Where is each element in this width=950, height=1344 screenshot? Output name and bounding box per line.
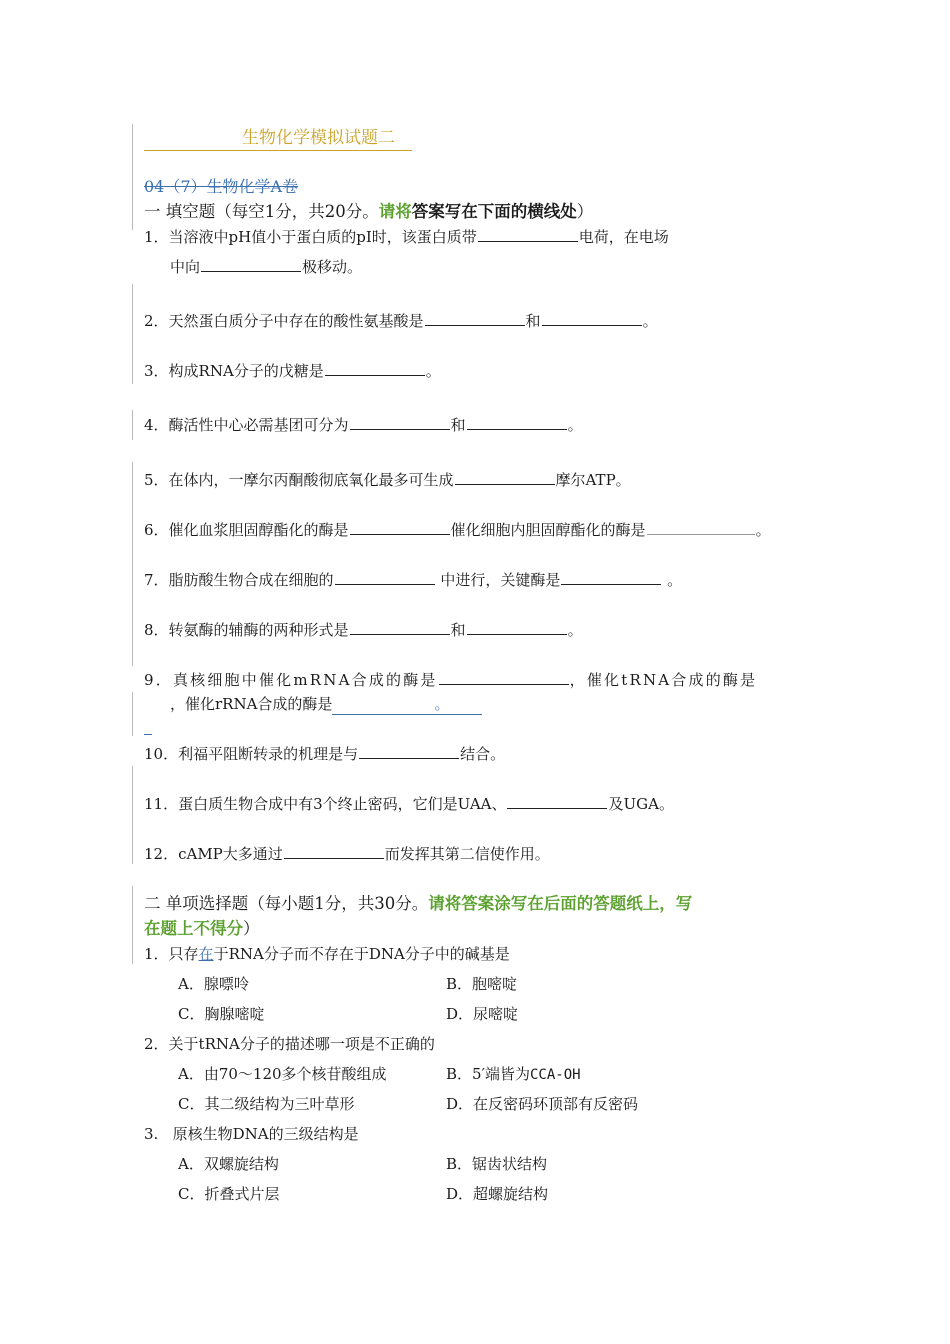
fill-question-11 xyxy=(144,794,674,814)
section-2-heading xyxy=(144,893,692,915)
section-2-heading-green: 请将答案涂写在后面的答题纸上，写 xyxy=(428,894,693,913)
answer-blank[interactable] xyxy=(561,570,661,585)
question-text: 4．酶活性中心必需基团可分为 xyxy=(144,416,349,434)
answer-blank[interactable] xyxy=(425,311,525,326)
question-text: 和 xyxy=(525,312,541,330)
question-text: 1．当溶液中pH值小于蛋白质的pI时，该蛋白质带 xyxy=(144,228,477,246)
fill-question-4 xyxy=(144,415,583,435)
answer-blank[interactable] xyxy=(201,257,301,272)
fill-question-12 xyxy=(144,844,550,864)
answer-blank[interactable] xyxy=(335,570,435,585)
answer-blank[interactable] xyxy=(507,794,607,809)
question-text: 。 xyxy=(755,521,771,539)
choice-question-3: 3. 原核生物DNA的三级结构是 xyxy=(144,1125,359,1143)
answer-blank[interactable] xyxy=(325,361,425,376)
question-text: 2．天然蛋白质分子中存在的酸性氨基酸是 xyxy=(144,312,424,330)
question-text: 中向 xyxy=(170,258,201,276)
question-text: 9．真核细胞中催化mRNA合成的酶是 xyxy=(144,671,438,689)
answer-blank[interactable] xyxy=(467,415,567,430)
answer-blank[interactable] xyxy=(478,227,578,242)
answer-blank[interactable] xyxy=(439,670,569,685)
revision-bar xyxy=(132,462,133,666)
question-text: 和 xyxy=(450,621,466,639)
question-text: 和 xyxy=(450,416,466,434)
fill-question-10 xyxy=(144,744,505,764)
question-text: 摩尔ATP。 xyxy=(555,471,631,489)
option-a[interactable]: A．由70～120多个核苷酸组成 xyxy=(178,1065,387,1083)
option-c[interactable]: C．其二级结构为三叶草形 xyxy=(178,1095,355,1113)
revision-bar xyxy=(132,124,133,230)
fill-question-5 xyxy=(144,470,631,490)
section-2-heading-suffix: ） xyxy=(243,919,260,938)
option-c[interactable]: C．胸腺嘧啶 xyxy=(178,1005,265,1023)
option-b[interactable] xyxy=(446,1064,581,1085)
option-b[interactable]: B．胞嘧啶 xyxy=(446,975,518,993)
answer-blank[interactable] xyxy=(350,415,450,430)
question-text: 。 xyxy=(567,416,583,434)
question-text: 12．cAMP大多通过 xyxy=(144,845,283,863)
answer-blank[interactable] xyxy=(455,470,555,485)
fill-question-8 xyxy=(144,620,583,640)
question-text: 。 xyxy=(642,312,658,330)
section-1-heading-green: 请将 xyxy=(378,202,412,221)
option-d[interactable]: D．超螺旋结构 xyxy=(446,1185,549,1203)
revision-bar xyxy=(132,766,133,864)
choice-question-2: 2．关于tRNA分子的描述哪一项是不正确的 xyxy=(144,1035,435,1053)
section-1-heading-bold: 答案写在下面的横线处 xyxy=(411,202,577,221)
question-text: 电荷，在电场 xyxy=(578,228,669,246)
question-text: ，催化tRNA合成的酶是 xyxy=(569,671,758,689)
answer-blank[interactable] xyxy=(359,744,459,759)
question-text: 及UGA。 xyxy=(608,795,674,813)
fill-question-3 xyxy=(144,361,441,381)
option-code: CCA-OH xyxy=(529,1067,581,1083)
fill-question-6 xyxy=(144,520,771,540)
section-2-heading-cont xyxy=(144,918,260,940)
answer-blank[interactable] xyxy=(542,311,642,326)
question-text: 1．只存 xyxy=(144,945,199,963)
answer-blank[interactable] xyxy=(284,844,384,859)
question-text: 中进行，关键酶是 xyxy=(435,571,561,589)
question-text: 。 xyxy=(434,695,450,713)
section-2-heading-green: 在题上不得分 xyxy=(144,919,243,938)
choice-question-1 xyxy=(144,944,510,964)
question-text: 7．脂肪酸生物合成在细胞的 xyxy=(144,571,334,589)
revision-bar xyxy=(132,410,133,440)
question-text: 而发挥其第二信使作用。 xyxy=(384,845,550,863)
answer-blank[interactable] xyxy=(350,520,450,535)
revision-bar xyxy=(132,284,133,384)
option-a[interactable]: A．腺嘌呤 xyxy=(178,975,249,993)
option-a[interactable]: A．双螺旋结构 xyxy=(178,1155,279,1173)
section-1-heading xyxy=(144,201,593,223)
question-text: 极移动。 xyxy=(302,258,363,276)
question-text: 5．在体内，一摩尔丙酮酸彻底氧化最多可生成 xyxy=(144,471,454,489)
option-text: B．5′端皆为 xyxy=(446,1065,530,1083)
answer-blank-revised[interactable] xyxy=(332,694,482,715)
revision-mark xyxy=(144,734,152,735)
section-2-heading-prefix: 二 单项选择题（每小题1分，共30分。 xyxy=(144,894,429,913)
answer-blank[interactable] xyxy=(467,620,567,635)
question-text: 3．构成RNA分子的戊糖是 xyxy=(144,362,324,380)
option-b[interactable]: B．锯齿状结构 xyxy=(446,1155,548,1173)
question-text: 8．转氨酶的辅酶的两种形式是 xyxy=(144,621,349,639)
question-text: 。 xyxy=(662,571,683,589)
revision-bar xyxy=(132,886,133,964)
option-d[interactable]: D．在反密码环顶部有反密码 xyxy=(446,1095,639,1113)
fill-question-7 xyxy=(144,570,682,590)
fill-question-1 xyxy=(144,227,669,247)
answer-blank[interactable] xyxy=(350,620,450,635)
question-text: 11．蛋白质生物合成中有3个终止密码，它们是UAA、 xyxy=(144,795,507,813)
deleted-subtitle: 04（7）生物化学A卷 xyxy=(144,177,299,196)
fill-question-9 xyxy=(144,670,757,690)
question-text: 于RNA分子而不存在于DNA分子中的碱基是 xyxy=(213,945,510,963)
section-1-heading-prefix: 一 填空题（每空1分，共20分。 xyxy=(144,202,379,221)
fill-question-2 xyxy=(144,311,658,331)
revised-char: 在 xyxy=(198,945,214,963)
question-text: 。 xyxy=(567,621,583,639)
question-text: 结合。 xyxy=(460,745,506,763)
question-text: 。 xyxy=(425,362,441,380)
fill-question-1-cont xyxy=(170,257,362,277)
question-text: 催化细胞内胆固醇酯化的酶是 xyxy=(450,521,646,539)
question-text: ，催化rRNA合成的酶是 xyxy=(170,695,333,713)
question-text: 6．催化血浆胆固醇酯化的酶是 xyxy=(144,521,349,539)
question-text: 10．利福平阻断转录的机理是与 xyxy=(144,745,359,763)
option-d[interactable]: D．尿嘧啶 xyxy=(446,1005,519,1023)
answer-blank[interactable] xyxy=(647,520,755,535)
section-1-heading-suffix: ） xyxy=(576,202,594,221)
revision-bar xyxy=(132,692,133,736)
document-title: 生物化学模拟试题二 xyxy=(144,126,412,151)
fill-question-9-cont xyxy=(170,694,482,715)
option-c[interactable]: C．折叠式片层 xyxy=(178,1185,280,1203)
